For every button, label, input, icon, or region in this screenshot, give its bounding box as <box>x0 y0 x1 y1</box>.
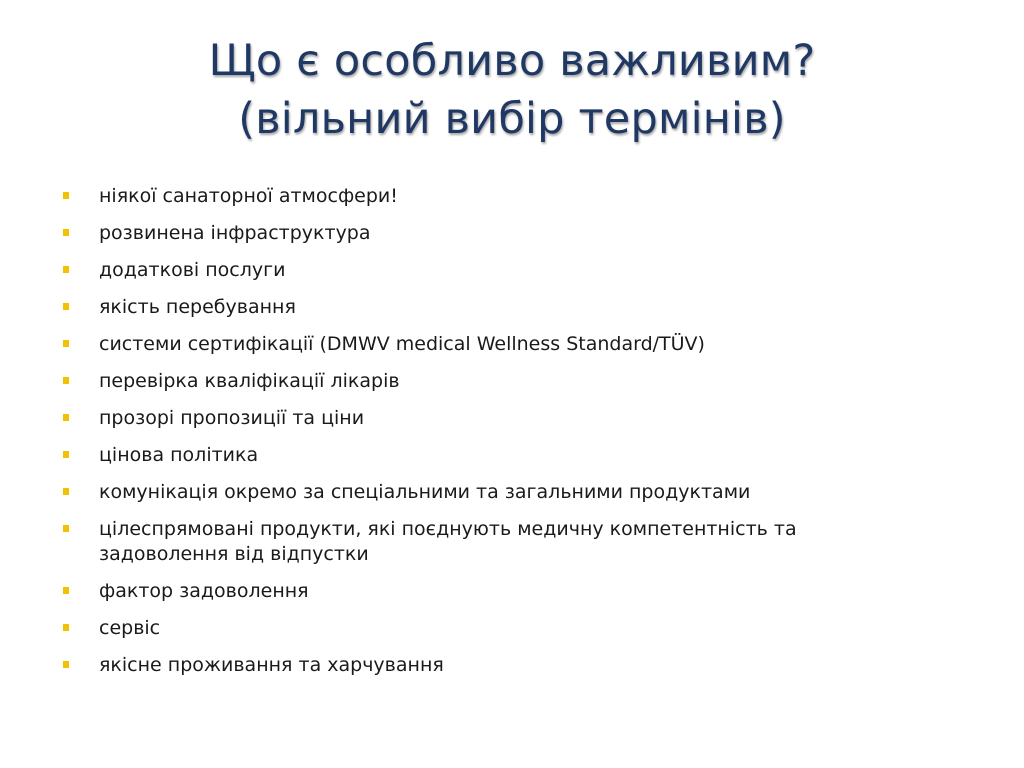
title-line-1: Що є особливо важливим? <box>208 36 816 86</box>
bullet-list <box>60 184 880 690</box>
bullet-item <box>60 517 880 567</box>
bullet-square-icon <box>63 229 69 236</box>
bullet-text: перевірка кваліфікації лікарів <box>99 370 400 392</box>
bullet-square-icon <box>63 340 69 347</box>
bullet-text: комунікація окремо за спеціальними та загальними продуктами <box>99 481 751 503</box>
bullet-text: якісне проживання та харчування <box>99 654 444 676</box>
bullet-text: прозорі пропозиції та ціни <box>99 407 365 429</box>
bullet-text: фактор задоволення <box>99 580 309 602</box>
bullet-square-icon <box>63 661 69 668</box>
bullet-item <box>60 258 880 283</box>
bullet-square-icon <box>63 303 69 310</box>
bullet-item <box>60 653 880 678</box>
bullet-square-icon <box>63 451 69 458</box>
title-line-2: (вільний вибір термінів) <box>238 94 786 144</box>
bullet-text: цінова політика <box>99 444 259 466</box>
bullet-text: цілеспрямовані продукти, які поєднують медичну компетентність та задоволення від відпустки <box>99 518 797 565</box>
bullet-text: системи сертифікації (DMWV medical Wellness Standard/TÜV) <box>99 333 705 355</box>
bullet-square-icon <box>63 624 69 631</box>
bullet-square-icon <box>63 525 69 532</box>
bullet-text: якість перебування <box>99 296 296 318</box>
bullet-text: сервіс <box>99 617 161 639</box>
bullet-item <box>60 480 880 505</box>
bullet-item <box>60 443 880 468</box>
bullet-item <box>60 406 880 431</box>
bullet-item <box>60 332 880 357</box>
bullet-text: ніякої санаторної атмосфери! <box>99 185 398 207</box>
slide-title <box>60 32 964 148</box>
bullet-text: розвинена інфраструктура <box>99 222 371 244</box>
bullet-item <box>60 616 880 641</box>
bullet-square-icon <box>63 266 69 273</box>
bullet-square-icon <box>63 192 69 199</box>
bullet-square-icon <box>63 488 69 495</box>
bullet-item <box>60 295 880 320</box>
bullet-item <box>60 221 880 246</box>
bullet-item <box>60 184 880 209</box>
bullet-square-icon <box>63 587 69 594</box>
bullet-item <box>60 369 880 394</box>
bullet-square-icon <box>63 377 69 384</box>
bullet-item <box>60 579 880 604</box>
bullet-square-icon <box>63 414 69 421</box>
bullet-text: додаткові послуги <box>99 259 286 281</box>
